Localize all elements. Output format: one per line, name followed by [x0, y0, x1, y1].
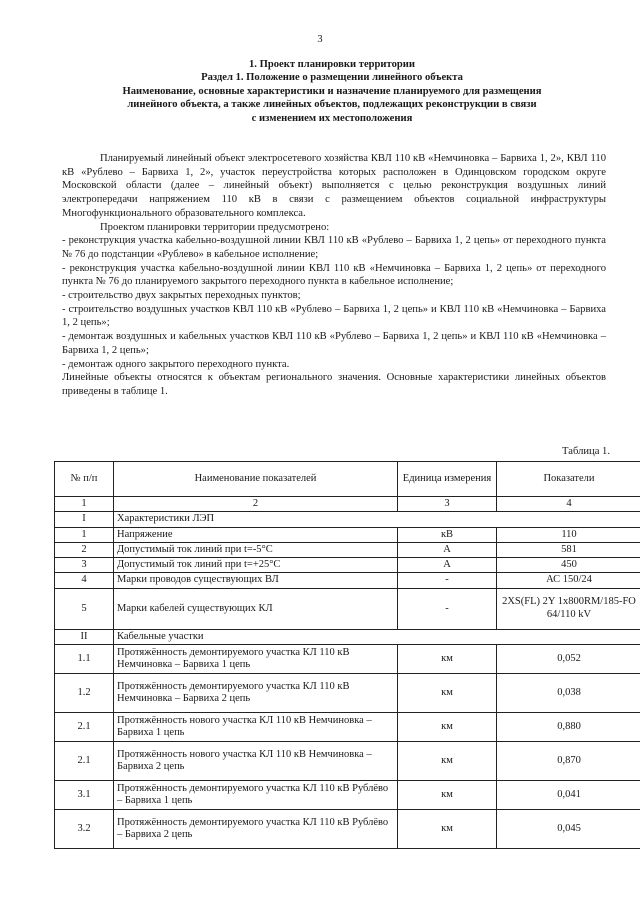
row-number: 2.1	[55, 713, 114, 742]
row-number: 1.1	[55, 645, 114, 674]
subsection-title-line-3: с изменением их местоположения	[251, 112, 413, 124]
row-value: 581	[497, 542, 640, 557]
row-unit: км	[398, 713, 497, 742]
column-number-row	[55, 497, 640, 512]
list-item: - реконструкция участка кабельно-воздушной линии КВЛ 110 кВ «Немчиновка – Барвиха 1, 2 цепь» от переходного пункта № 76 до планируемого закрытого переходного пункта в кабельное исполнение;	[62, 262, 606, 288]
row-number: 5	[55, 588, 114, 629]
body-text	[62, 152, 606, 399]
row-number: 4	[55, 573, 114, 588]
row-unit: км	[398, 781, 497, 810]
page-number: 3	[317, 34, 323, 45]
row-unit: А	[398, 542, 497, 557]
row-name: Марки кабелей существующих КЛ	[114, 588, 398, 629]
paragraph-provisions: Проектом планировки территории предусмотрено:	[100, 221, 330, 233]
table-row	[55, 645, 640, 674]
row-name: Допустимый ток линий при t=+25°С	[114, 558, 398, 573]
table-caption: Таблица 1.	[562, 446, 610, 457]
row-value: 0,870	[497, 742, 640, 781]
table-row	[55, 558, 640, 573]
header-cell-name: Наименование показателей	[114, 462, 398, 497]
section-title: Кабельные участки	[114, 629, 640, 644]
project-title: 1. Проект планировки территории	[249, 59, 415, 70]
header-cell-number: № п/п	[55, 462, 114, 497]
section-row	[55, 629, 640, 644]
section-number: II	[55, 629, 114, 644]
row-unit: км	[398, 645, 497, 674]
column-number: 4	[497, 497, 640, 512]
list-item: - реконструкция участка кабельно-воздушной линии КВЛ 110 кВ «Рублево – Барвиха 1, 2 цепь» от переходного пункта № 76 до подстанции «Рублево» в кабельное исполнение;	[62, 235, 606, 260]
row-unit: А	[398, 558, 497, 573]
row-number: 3	[55, 558, 114, 573]
list-item: - демонтаж одного закрытого переходного пункта.	[62, 358, 290, 370]
section-number: I	[55, 512, 114, 527]
row-name: Марки проводов существующих ВЛ	[114, 573, 398, 588]
table-row	[55, 781, 640, 810]
row-number: 3.2	[55, 810, 114, 849]
row-value: 0,045	[497, 810, 640, 849]
row-name: Протяжённость нового участка КЛ 110 кВ Немчиновка – Барвиха 2 цепь	[114, 742, 398, 781]
row-value: 450	[497, 558, 640, 573]
row-unit: кВ	[398, 527, 497, 542]
table-row	[55, 588, 640, 629]
table-header-row	[55, 462, 640, 497]
header-cell-value: Показатели	[497, 462, 640, 497]
row-unit: км	[398, 810, 497, 849]
row-name: Протяжённость демонтируемого участка КЛ 110 кВ Рублёво – Барвиха 2 цепь	[114, 810, 398, 849]
section-row	[55, 512, 640, 527]
section-title: Раздел 1. Положение о размещении линейного объекта	[201, 72, 463, 84]
section-title: Характеристики ЛЭП	[114, 512, 640, 527]
row-name: Протяжённость демонтируемого участка КЛ 110 кВ Немчиновка – Барвиха 1 цепь	[114, 645, 398, 674]
subsection-title-line-1: Наименование, основные характеристики и назначение планируемого для размещения	[122, 85, 542, 97]
row-value: 110	[497, 527, 640, 542]
row-value: АС 150/24	[497, 573, 640, 588]
column-number: 1	[55, 497, 114, 512]
column-number: 3	[398, 497, 497, 512]
row-name: Протяжённость нового участка КЛ 110 кВ Немчиновка – Барвиха 1 цепь	[114, 713, 398, 742]
row-number: 1	[55, 527, 114, 542]
row-value: 0,052	[497, 645, 640, 674]
list-item: - демонтаж воздушных и кабельных участков КВЛ 110 кВ «Рублево – Барвиха 1, 2 цепь» и КВЛ 110 кВ «Немчиновка – Барвиха 1, 2 цепь»;	[62, 331, 606, 356]
table-row	[55, 527, 640, 542]
row-value: 0,041	[497, 781, 640, 810]
column-number: 2	[114, 497, 398, 512]
row-name: Протяжённость демонтируемого участка КЛ 110 кВ Немчиновка – Барвиха 2 цепь	[114, 674, 398, 713]
row-number: 1.2	[55, 674, 114, 713]
table-row	[55, 810, 640, 849]
row-unit: -	[398, 573, 497, 588]
characteristics-table	[54, 461, 640, 849]
table-row	[55, 542, 640, 557]
row-unit: -	[398, 588, 497, 629]
row-value: 2XS(FL) 2Y 1x800RM/185-FO 64/110 kV	[497, 588, 640, 629]
row-number: 3.1	[55, 781, 114, 810]
table-row	[55, 713, 640, 742]
row-name: Протяжённость демонтируемого участка КЛ 110 кВ Рублёво – Барвиха 1 цепь	[114, 781, 398, 810]
row-name: Допустимый ток линий при t=-5°С	[114, 542, 398, 557]
row-unit: км	[398, 674, 497, 713]
row-unit: км	[398, 742, 497, 781]
row-value: 0,038	[497, 674, 640, 713]
document-headings	[60, 58, 604, 125]
table-row	[55, 573, 640, 588]
subsection-title-line-2: линейного объекта, а также линейных объектов, подлежащих реконструкции в связи	[127, 99, 537, 111]
row-number: 2	[55, 542, 114, 557]
table-row	[55, 742, 640, 781]
list-item: - строительство воздушных участков КВЛ 110 кВ «Рублево – Барвиха 1, 2 цепь» и КВЛ 110 кВ «Немчиновка – Барвиха 1, 2 цепь»;	[62, 303, 606, 329]
header-cell-unit: Единица измерения	[398, 462, 497, 497]
table-row	[55, 674, 640, 713]
paragraph-summary: Линейные объекты относятся к объектам регионального значения. Основные характеристики линейных объектов приведены в таблице 1.	[62, 372, 606, 397]
list-item: - строительство двух закрытых переходных пунктов;	[62, 290, 301, 302]
row-value: 0,880	[497, 713, 640, 742]
row-number: 2.1	[55, 742, 114, 781]
row-name: Напряжение	[114, 527, 398, 542]
paragraph-intro: Планируемый линейный объект электросетевого хозяйства КВЛ 110 кВ «Немчиновка – Барвиха 1, 2», КВЛ 110 кВ «Рублево – Барвиха 1, 2», участок переустройства которых расположен в Одинцовском городском округе Московской области (далее – линейный объект) выполняется с целью реконструкция воздушных линий электропередачи напряжением 110 кВ в связи с размещением объектов социальной инфраструктуры Многофункционального образовательного комплекса.	[62, 153, 606, 219]
